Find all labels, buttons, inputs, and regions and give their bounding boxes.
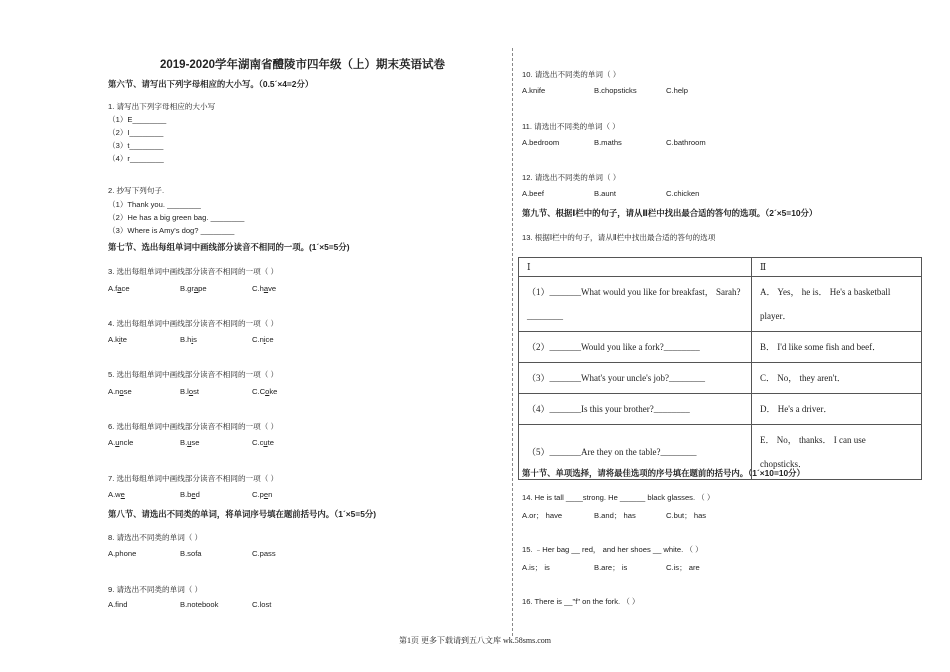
q3-stem: 3. 选出每组单词中画线部分读音不相同的一项（ ）: [108, 267, 279, 276]
q9-stem: 9. 请选出不同类的单词（ ）: [108, 585, 203, 594]
q8-option-b: B.sofa: [180, 549, 202, 558]
section-10-heading: 第十节、单项选择，请将最佳选项的序号填在题前的括号内。（1´×10=10分）: [522, 468, 805, 478]
q9-option-c: C.lost: [252, 600, 272, 609]
q14-option-a: A.or； have: [522, 511, 563, 520]
q4-option-c: C.nice: [252, 335, 274, 344]
table-row: [519, 363, 922, 394]
q13-stem: 13. 根据Ⅰ栏中的句子，请从Ⅱ栏中找出最合适的答句的选项: [522, 233, 716, 242]
q15-option-c: C.is； are: [666, 563, 700, 572]
table-cell-answer: E． No， thanks． I can use chopsticks．: [752, 425, 922, 480]
q4-option-a: A.kite: [108, 335, 128, 344]
q2-item-2: （2）He has a big green bag. ________: [108, 213, 245, 222]
q12-option-c: C.chicken: [666, 189, 700, 198]
table-cell-question: （3）_______What's your uncle's job?________: [519, 363, 752, 394]
q10-stem: 10. 请选出不同类的单词（ ）: [522, 70, 621, 79]
q1-item-2: （2）I________: [108, 128, 164, 137]
table-cell-answer: C． No， they aren't．: [752, 363, 922, 394]
q8-option-a: A.phone: [108, 549, 137, 558]
section-6-heading: 第六节、请写出下列字母相应的大小写。（0.5´×4=2分）: [108, 79, 314, 89]
q12-option-b: B.aunt: [594, 189, 616, 198]
q7-option-c: C.pen: [252, 490, 273, 499]
q8-stem: 8. 请选出不同类的单词（ ）: [108, 533, 203, 542]
q12-option-a: A.beef: [522, 189, 544, 198]
q15-option-b: B.are； is: [594, 563, 628, 572]
q14-stem: 14. He is tall ____strong. He ______ black glasses. （ ）: [522, 493, 715, 502]
table-row: [519, 332, 922, 363]
q11-option-b: B.maths: [594, 138, 622, 147]
table-cell-question: （4）_______Is this your brother?________: [519, 394, 752, 425]
page-footer: 第1页 更多下载请到五八文库 wk.58sms.com: [399, 636, 551, 645]
table-header-row: [519, 258, 922, 277]
q6-option-b: B.use: [180, 438, 200, 447]
q1-item-4: （4）r________: [108, 154, 164, 163]
q1-stem: 1. 请写出下列字母相应的大小写: [108, 102, 216, 111]
q6-option-a: A.uncle: [108, 438, 134, 447]
table-header-col-2: Ⅱ: [752, 258, 922, 277]
q4-option-b: B.his: [180, 335, 197, 344]
table-row: [519, 277, 922, 332]
q10-option-a: A.knife: [522, 86, 546, 95]
q5-option-b: B.lost: [180, 387, 200, 396]
q11-option-c: C.bathroom: [666, 138, 706, 147]
q2-item-1: （1）Thank you. ________: [108, 200, 201, 209]
table-cell-question: （2）_______Would you like a fork?________: [519, 332, 752, 363]
q1-item-1: （1）E________: [108, 115, 167, 124]
table-cell-question: （5）_______Are they on the table?________: [519, 425, 752, 480]
q6-option-c: C.cute: [252, 438, 274, 447]
table-header-col-1: Ⅰ: [519, 258, 752, 277]
section-8-heading: 第八节、请选出不同类的单词，将单词序号填在题前括号内。（1´×5=5分): [108, 509, 377, 519]
q5-option-c: C.Coke: [252, 387, 278, 396]
q2-stem: 2. 抄写下列句子.: [108, 186, 165, 195]
table-cell-answer: B． I'd like some fish and beef．: [752, 332, 922, 363]
q10-option-c: C.help: [666, 86, 688, 95]
q11-stem: 11. 请选出不同类的单词（ ）: [522, 122, 620, 131]
column-divider: [512, 48, 513, 636]
q8-option-c: C.pass: [252, 549, 276, 558]
table-row: [519, 425, 922, 480]
table-cell-question: （1）_______What would you like for breakfast， Sarah?________: [519, 277, 752, 332]
section-9-heading: 第九节、根据Ⅰ栏中的句子，请从Ⅱ栏中找出最合适的答句的选项。（2´×5=10分）: [522, 208, 818, 218]
section-7-heading: 第七节、选出每组单词中画线部分读音不相同的一项。(1´×5=5分): [108, 242, 350, 252]
q1-item-3: （3）t________: [108, 141, 164, 150]
q11-option-a: A.bedroom: [522, 138, 560, 147]
q15-stem: 15. ﹣Her bag __ red， and her shoes __ white. （ ）: [522, 545, 703, 554]
table-row: [519, 394, 922, 425]
q6-stem: 6. 选出每组单词中画线部分读音不相同的一项（ ）: [108, 422, 279, 431]
q13-matching-table: [518, 257, 922, 480]
table-cell-answer: D． He's a driver．: [752, 394, 922, 425]
q15-option-a: A.is； is: [522, 563, 550, 572]
q14-option-b: B.and； has: [594, 511, 636, 520]
table-cell-answer: A． Yes， he is． He's a basketball player．: [752, 277, 922, 332]
q7-option-a: A.we: [108, 490, 125, 499]
q5-option-a: A.nose: [108, 387, 132, 396]
q3-option-b: B.grape: [180, 284, 207, 293]
q12-stem: 12. 请选出不同类的单词（ ）: [522, 173, 621, 182]
q9-option-b: B.notebook: [180, 600, 219, 609]
q3-option-a: A.face: [108, 284, 130, 293]
q4-stem: 4. 选出每组单词中画线部分读音不相同的一项（ ）: [108, 319, 279, 328]
q14-option-c: C.but； has: [666, 511, 707, 520]
q10-option-b: B.chopsticks: [594, 86, 637, 95]
page-title: 2019-2020学年湖南省醴陵市四年级（上）期末英语试卷: [160, 59, 445, 71]
q7-stem: 7. 选出每组单词中画线部分读音不相同的一项（ ）: [108, 474, 279, 483]
q7-option-b: B.bed: [180, 490, 200, 499]
q9-option-a: A.find: [108, 600, 128, 609]
q3-option-c: C.have: [252, 284, 277, 293]
q16-stem: 16. There is __"f" on the fork. （ ）: [522, 597, 640, 606]
q5-stem: 5. 选出每组单词中画线部分读音不相同的一项（ ）: [108, 370, 279, 379]
q2-item-3: （3）Where is Amy's dog? ________: [108, 226, 235, 235]
